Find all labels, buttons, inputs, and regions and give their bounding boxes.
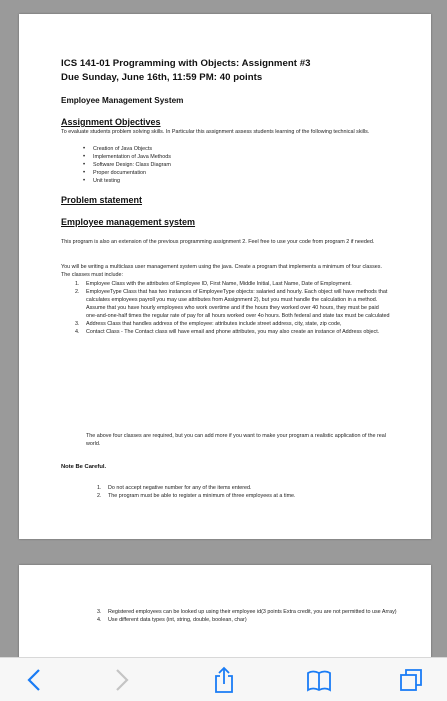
due-date: Due Sunday, June 16th, 11:59 PM: 40 points bbox=[61, 72, 263, 83]
list-item: • Creation of Java Objects bbox=[83, 145, 171, 153]
problem-para-1: This program is also an extension of the previous programming assignment 2. Feel free to use your code from program 2 if needed. bbox=[61, 239, 375, 245]
note-list-continued bbox=[97, 608, 397, 624]
list-item: 1. Do not accept negative number for any of the items entered. bbox=[97, 485, 252, 491]
document-page-2 bbox=[19, 565, 431, 657]
document-subtitle: Employee Management System bbox=[61, 96, 184, 105]
list-item: 4. Use different data types (int, string, double, boolean, char) bbox=[97, 617, 247, 623]
list-item: 2. EmployeeType Class that has two instances of EmployeeType objects: salaried and hourly. Each object will have methods that calculates employees payroll you may use attributes from Assignment 2), but you must handle the calculation in a method. Assume that you have hourly employees who work overtime and if the hours they worked over 40 hours, they must be paid one-and-one-half times the regular rate of pay for all hours worked over 4o hours. Both federal and state tax must be calculated bbox=[75, 289, 390, 319]
objectives-intro: To evaluate students problem solving skills. In Particular this assignment assess students learning of the following technical skills. bbox=[61, 129, 370, 135]
list-item: 2. The program must be able to register a minimum of three employees at a time. bbox=[97, 493, 296, 499]
forward-icon[interactable] bbox=[106, 666, 134, 694]
objectives-list bbox=[83, 145, 171, 185]
problem-para-3: The above four classes are required, but you can add more if you want to make your program a realistic application of the real world. bbox=[86, 433, 386, 447]
bookmarks-icon[interactable] bbox=[305, 666, 333, 694]
browser-toolbar bbox=[0, 657, 447, 701]
problem-subheading: Employee management system bbox=[61, 217, 196, 227]
note-heading: Note Be Careful. bbox=[61, 464, 107, 470]
problem-para-2: You will be writing a multiclass user management system using the java. Create a program that implements a minimum of four classes. The classes must include: bbox=[61, 264, 382, 278]
list-item: • Implementation of Java Methods bbox=[83, 153, 171, 161]
objectives-heading: Assignment Objectives bbox=[61, 117, 161, 127]
list-item: • Software Design: Class Diagram bbox=[83, 161, 171, 169]
assignment-title: ICS 141-01 Programming with Objects: Assignment #3 bbox=[61, 58, 311, 69]
note-list bbox=[97, 484, 397, 500]
tabs-icon[interactable] bbox=[397, 666, 425, 694]
problem-heading: Problem statement bbox=[61, 195, 143, 205]
list-item: • Unit testing bbox=[83, 177, 171, 185]
back-icon[interactable] bbox=[22, 666, 50, 694]
list-item: 3. Registered employees can be looked up using their employee id(3 points Extra credit, you are not permitted to use Array) bbox=[97, 609, 397, 615]
list-item: • Proper documentation bbox=[83, 169, 171, 177]
share-icon[interactable] bbox=[210, 666, 238, 694]
list-item: 3. Address Class that handles address of the employee: attributes include street address, city, state, zip code, bbox=[75, 321, 342, 327]
list-item: 1. Employee Class with the attributes of Employee ID, First Name, Middle Initial, Last Name, Date of Employment. bbox=[75, 281, 352, 287]
document-page-1 bbox=[19, 14, 431, 539]
list-item: 4. Contact Class - The Contact class will have email and phone attributes, you may also create an instance of Address object. bbox=[75, 329, 380, 335]
classes-list bbox=[75, 280, 391, 336]
